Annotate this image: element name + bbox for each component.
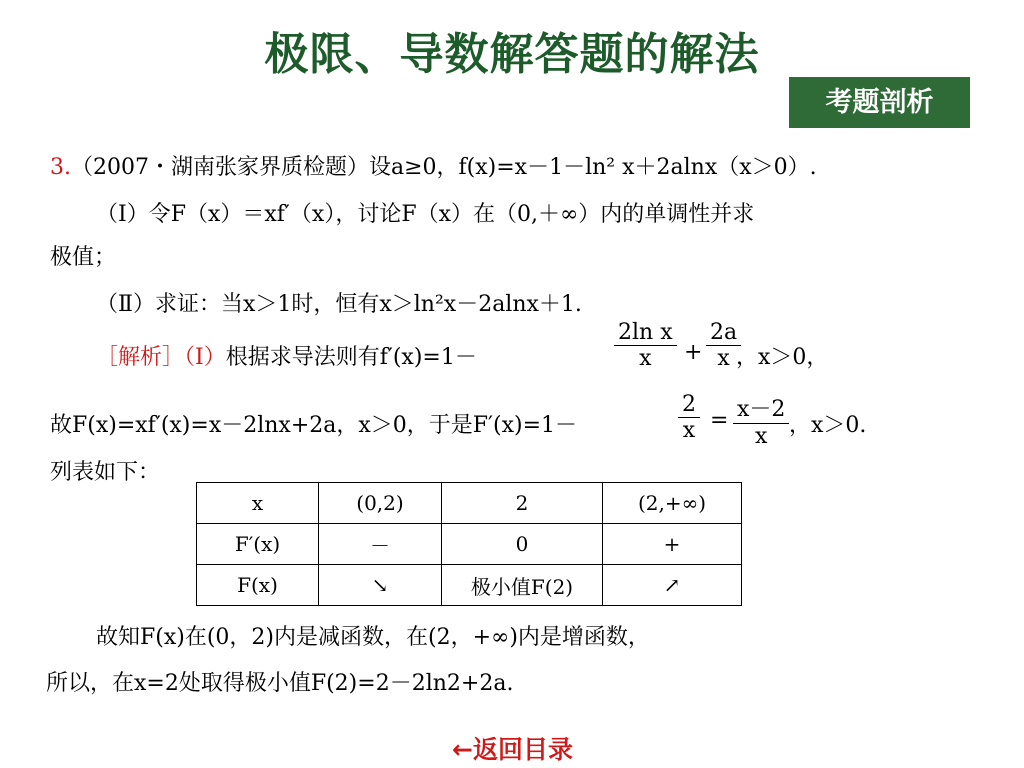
problem-part2: （Ⅱ）求证：当x＞1时，恒有x＞ln²x－2alnx＋1. [96, 292, 582, 317]
table-intro: 列表如下： [50, 460, 161, 485]
fraction-2-over-x [678, 392, 700, 443]
solution-line-2: 故F(x)=xf′(x)=x－2lnx+2a，x＞0，于是F′(x)=1－ [50, 413, 578, 438]
equals-sign: = [710, 408, 729, 433]
conclusion-line-1: 故知F(x)在(0，2)内是减函数，在(2，+∞)内是增函数， [96, 625, 650, 650]
table-cell: 极小值F(2) [442, 565, 603, 606]
table-cell: 2 [442, 483, 603, 524]
section-badge: 考题剖析 [789, 77, 970, 128]
solution-text-1: 根据求导法则有f′(x)=1－ [225, 345, 477, 370]
fraction-numerator: 2a [710, 320, 738, 345]
table-cell: (2,+∞) [603, 483, 742, 524]
table-row [197, 524, 742, 565]
fraction-numerator: 2ln x [618, 320, 673, 345]
fraction-numerator: 2 [682, 392, 696, 417]
solution-line-1 [96, 340, 477, 371]
fraction-denominator: x [682, 418, 696, 443]
table-cell: － [319, 524, 442, 565]
problem-line-1 [50, 150, 817, 181]
solution-label: ［解析］（Ⅰ） [96, 345, 226, 370]
sign-table [196, 482, 742, 606]
table-cell: 0 [442, 524, 603, 565]
fraction-2lnx-over-x [614, 320, 677, 371]
problem-part1-line-b: 极值； [50, 245, 117, 270]
solution-line-1-end: ，x＞0， [736, 345, 829, 370]
table-cell: F(x) [197, 565, 319, 606]
problem-part1-line-a: （Ⅰ）令F（x）＝xf′（x），讨论F（x）在（0,＋∞）内的单调性并求 [96, 202, 755, 227]
back-to-contents-link[interactable]: ←返回目录 [452, 735, 573, 764]
table-cell: ↘ [319, 565, 442, 606]
plus-sign: + [684, 340, 703, 365]
page-title: 极限、导数解答题的解法 [264, 29, 760, 80]
fraction-x-minus-2-over-x [733, 392, 789, 449]
problem-statement: （2007・湖南张家界质检题）设a≥0，f(x)=x－1－ln² x＋2alnx（x＞0）. [71, 155, 817, 180]
problem-number: 3. [50, 155, 71, 180]
solution-line-2-end: ，x＞0. [789, 413, 867, 438]
fraction-denominator: x [639, 346, 652, 371]
table-cell: (0,2) [319, 483, 442, 524]
table-cell: + [603, 524, 742, 565]
table-row [197, 483, 742, 524]
fraction-denominator: x [717, 346, 730, 371]
table-cell: x [197, 483, 319, 524]
table-cell: ↗ [603, 565, 742, 606]
table-cell: F′(x) [197, 524, 319, 565]
conclusion-line-2: 所以，在x=2处取得极小值F(2)=2－2ln2+2a. [46, 671, 514, 696]
fraction-numerator: x－2 [737, 397, 786, 422]
fraction-denominator: x [754, 424, 768, 449]
table-row [197, 565, 742, 606]
